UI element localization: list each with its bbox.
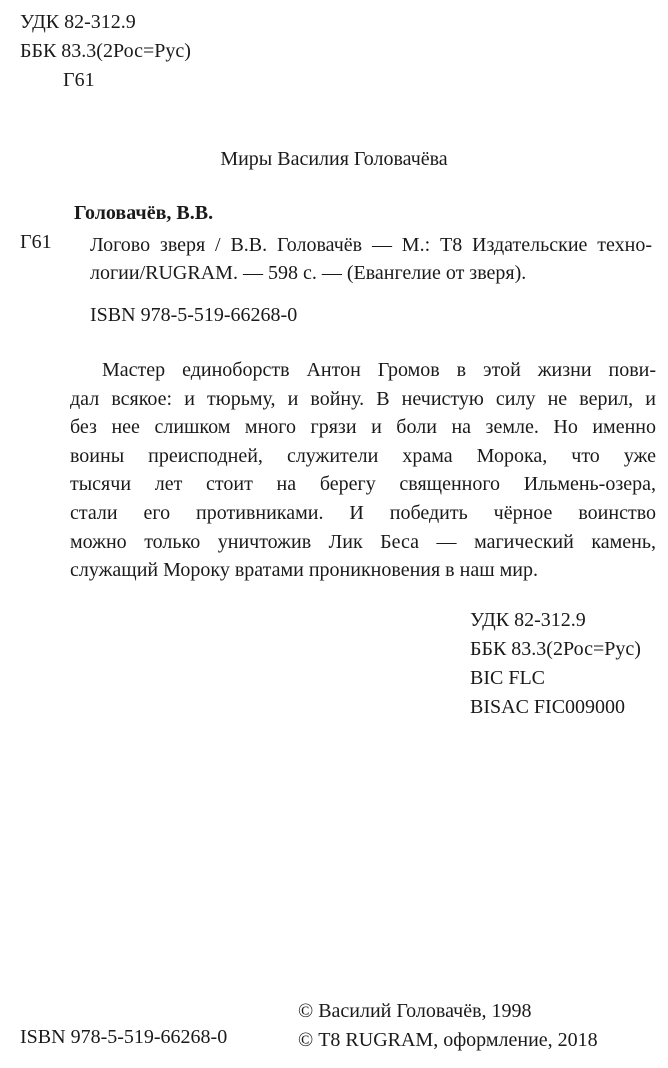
bic-code: BIC FLC xyxy=(470,667,546,689)
annotation-line: Мастер единоборств Антон Громов в этой жизни пови- xyxy=(102,359,656,381)
catalog-entry xyxy=(90,231,652,287)
udk-code: УДК 82-312.9 xyxy=(20,11,136,33)
annotation-line: без нее слишком много грязи и боли на земле. Но именно xyxy=(70,416,656,439)
udk-code: УДК 82-312.9 xyxy=(470,609,586,631)
footer-isbn: ISBN 978-5-519-66268-0 xyxy=(20,1026,228,1048)
author-mark: Г61 xyxy=(63,69,95,91)
catalog-entry-line: логии/RUGRAM. — 598 с. — (Евангелие от зверя). xyxy=(90,262,527,284)
annotation-line: воины преисподней, служители храма Морока, что уже xyxy=(70,444,656,467)
copyright-block xyxy=(298,997,598,1055)
bisac-code: BISAC FIC009000 xyxy=(470,696,626,718)
bbk-code: ББК 83.3(2Рос=Рус) xyxy=(470,638,641,660)
catalog-author: Головачёв, В.В. xyxy=(74,202,214,224)
copyright-author: © Василий Головачёв, 1998 xyxy=(298,1000,532,1022)
annotation xyxy=(70,356,656,585)
catalog-isbn: ISBN 978-5-519-66268-0 xyxy=(90,304,298,326)
annotation-line: служащий Мороку вратами проникновения в наш мир. xyxy=(70,559,538,582)
classification-codes xyxy=(470,606,641,722)
annotation-line: тысячи лет стоит на берегу священного Ильмень-озера, xyxy=(70,473,656,496)
bbk-code: ББК 83.3(2Рос=Рус) xyxy=(20,40,191,62)
top-classification-codes xyxy=(20,8,191,95)
catalog-author-mark: Г61 xyxy=(20,231,52,253)
series-title: Миры Василия Головачёва xyxy=(220,148,448,170)
annotation-line: можно только уничтожив Лик Беса — магический камень, xyxy=(70,530,656,553)
catalog-entry-line: Логово зверя / В.В. Головачёв — М.: Т8 Издательские техно- xyxy=(90,234,652,256)
annotation-line: стали его противниками. И победить чёрное воинство xyxy=(70,501,656,524)
copyright-design: © Т8 RUGRAM, оформление, 2018 xyxy=(298,1029,598,1051)
annotation-line: дал всякое: и тюрьму, и войну. В нечистую силу не верил, и xyxy=(70,387,656,410)
